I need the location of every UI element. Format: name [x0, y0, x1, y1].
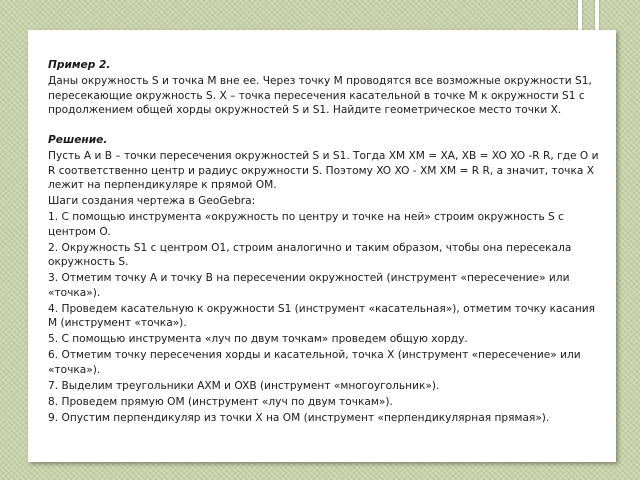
- solution-text: Пусть A и B – точки пересечения окружностей S и S1. Тогда XM XM = XA, XB = XO XO -R R, где O и R соответственно центр и радиус окружности S. Поэтому XO XO - XM XM = R R, а значит, точка X лежит на перпендикуляре к прямой OM.: [48, 150, 599, 191]
- example-title: Пример 2.: [48, 59, 111, 71]
- step-item: 9. Опустим перпендикуляр из точки X на OM (инструмент «перпендикулярная прямая»).: [48, 411, 550, 424]
- step-item: 3. Отметим точку A и точку B на пересечении окружностей (инструмент «пересечение» или «точка»).: [48, 272, 570, 299]
- step-item: 8. Проведем прямую OM (инструмент «луч по двум точкам»).: [48, 395, 393, 408]
- decorative-bar: [578, 0, 582, 30]
- steps-intro: Шаги создания чертежа в GeoGebra:: [48, 195, 256, 207]
- slide-content: [28, 30, 616, 462]
- decorative-bar: [595, 0, 599, 30]
- spacer: [48, 119, 604, 133]
- solution-title: Решение.: [48, 134, 108, 146]
- step-item: 4. Проведем касательную к окружности S1 (инструмент «касательная»), отметим точку касания M (инструмент «точка»).: [48, 302, 596, 329]
- problem-statement: Даны окружность S и точка M вне ее. Через точку M проводятся все возможные окружности S1, пересекающие окружность S. X – точка пересечения касательной в точке M к окружности S1 с продолжением общей хорды окружностей S и S1. Найдите геометрическое место точки X.: [48, 75, 592, 116]
- step-item: 7. Выделим треугольники AXM и OXB (инструмент «многоугольник»).: [48, 379, 440, 392]
- step-item: 1. С помощью инструмента «окружность по центру и точке на ней» строим окружность S с центром O.: [48, 211, 564, 238]
- step-item: 2. Окружность S1 с центром O1, строим аналогично и таким образом, чтобы она пересекала окружность S.: [48, 241, 572, 268]
- step-item: 6. Отметим точку пересечения хорды и касательной, точка X (инструмент «пересечение» или «точка»).: [48, 349, 581, 376]
- step-item: 5. С помощью инструмента «луч по двум точкам» проведем общую хорду.: [48, 333, 468, 345]
